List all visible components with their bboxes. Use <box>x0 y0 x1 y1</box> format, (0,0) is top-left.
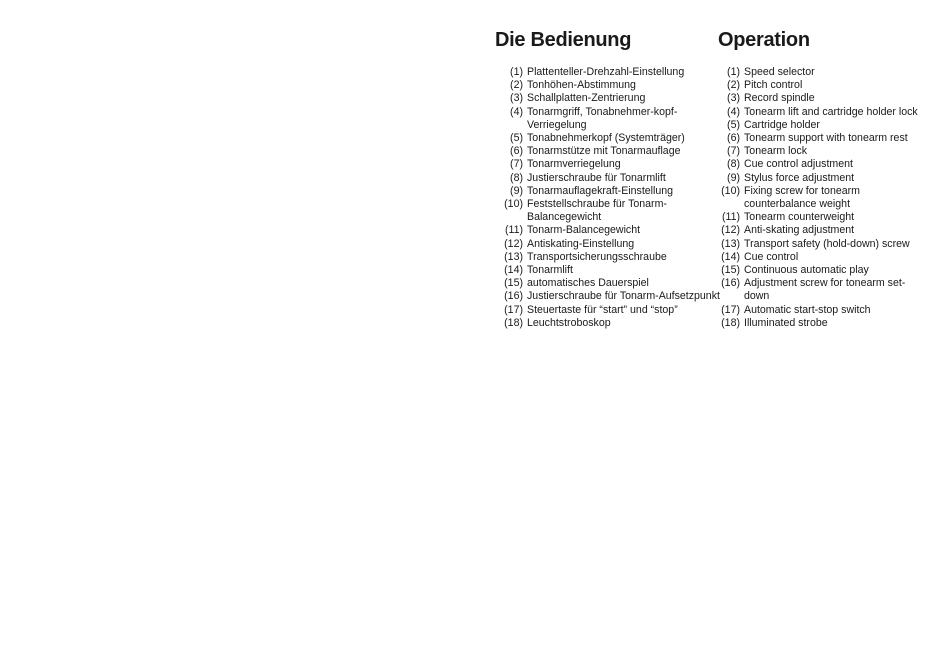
item-number: (3) <box>727 92 740 105</box>
item-text: Anti-skating adjustment <box>744 224 855 237</box>
item-text: Pitch control <box>744 79 803 92</box>
item-number: (17) <box>721 303 740 316</box>
item-number: (1) <box>510 66 523 78</box>
list-item <box>495 251 720 264</box>
list-item <box>718 106 918 119</box>
item-text: Speed selector <box>744 66 815 78</box>
item-text: Cue control <box>744 250 799 263</box>
list-item <box>718 277 918 303</box>
list-item <box>718 145 918 158</box>
list-item <box>495 224 720 237</box>
item-text: Tonarm-Balancegewicht <box>527 224 641 237</box>
item-number: (5) <box>727 118 740 131</box>
list-item <box>718 185 918 211</box>
item-text: automatisches Dauerspiel <box>527 277 649 290</box>
item-text: Schallplatten-Zentrierung <box>527 92 646 105</box>
item-text: Cartridge holder <box>744 118 820 131</box>
list-item <box>495 290 720 303</box>
list-item <box>495 277 720 290</box>
list-item <box>718 224 918 237</box>
list-item <box>718 211 918 224</box>
item-text: Tonarmlift <box>527 264 573 277</box>
item-number: (18) <box>504 316 523 329</box>
list-item <box>495 79 720 92</box>
item-number: (10) <box>504 198 523 211</box>
german-section <box>495 28 720 330</box>
item-text: Continuous automatic play <box>744 264 869 277</box>
list-item <box>495 145 720 158</box>
item-text: Stylus force adjustment <box>744 171 855 184</box>
english-parts-list <box>718 66 918 330</box>
item-number: (2) <box>727 79 740 92</box>
item-text: Tonarmgriff, Tonabnehmer-kopf-Verriegelung <box>527 105 678 131</box>
list-item <box>495 132 720 145</box>
list-item <box>718 317 918 330</box>
item-number: (12) <box>504 237 523 250</box>
list-item <box>495 158 720 171</box>
item-number: (10) <box>721 184 740 197</box>
list-item <box>495 92 720 105</box>
list-item <box>495 172 720 185</box>
list-item <box>718 158 918 171</box>
item-text: Justierschraube für Tonarmlift <box>527 171 666 184</box>
item-number: (8) <box>510 171 523 184</box>
item-text: Tonarmstütze mit Tonarmauflage <box>527 145 681 158</box>
item-text: Record spindle <box>744 92 815 105</box>
item-text: Tonearm support with tonearm rest <box>744 132 908 145</box>
item-number: (4) <box>510 105 523 118</box>
item-text: Justierschraube für Tonarm-Aufsetzpunkt <box>527 290 720 303</box>
item-number: (6) <box>510 145 523 158</box>
item-text: Leuchtstroboskop <box>527 316 611 329</box>
item-number: (7) <box>510 158 523 171</box>
item-number: (17) <box>504 303 523 316</box>
item-number: (11) <box>721 211 740 224</box>
item-text: Fixing screw for tonearm counterbalance weight <box>744 184 860 211</box>
item-number: (15) <box>721 264 740 277</box>
item-text: Automatic start-stop switch <box>744 303 871 316</box>
item-text: Transportsicherungsschraube <box>527 250 667 263</box>
german-heading: Die Bedienung <box>495 29 632 51</box>
german-parts-list <box>495 66 720 330</box>
list-item <box>495 317 720 330</box>
item-number: (6) <box>727 132 740 145</box>
item-number: (9) <box>727 171 740 184</box>
list-item <box>718 79 918 92</box>
list-item <box>718 251 918 264</box>
list-item <box>718 238 918 251</box>
item-number: (16) <box>721 277 740 290</box>
list-item <box>718 264 918 277</box>
english-heading: Operation <box>718 29 810 51</box>
item-number: (3) <box>510 92 523 105</box>
item-text: Feststellschraube für Tonarm-Balancegewicht <box>527 198 667 224</box>
item-number: (13) <box>504 250 523 263</box>
item-text: Antiskating-Einstellung <box>527 237 635 250</box>
item-text: Tonabnehmerkopf (Systemträger) <box>527 132 685 145</box>
item-number: (15) <box>504 277 523 290</box>
list-item <box>495 66 720 79</box>
item-number: (14) <box>721 250 740 263</box>
list-item <box>718 304 918 317</box>
item-text: Steuertaste für “start” und “stop” <box>527 303 678 316</box>
item-number: (9) <box>510 184 523 197</box>
item-text: Tonarmauflagekraft-Einstellung <box>527 184 674 197</box>
list-item <box>495 238 720 251</box>
item-text: Adjustment screw for tonearm set-down <box>744 277 906 303</box>
item-text: Tonearm counterweight <box>744 211 855 224</box>
item-text: Plattenteller-Drehzahl-Einstellung <box>527 66 685 78</box>
item-text: Tonearm lock <box>744 145 807 158</box>
item-text: Cue control adjustment <box>744 158 853 171</box>
item-text: Tonarmverriegelung <box>527 158 621 171</box>
list-item <box>718 172 918 185</box>
list-item <box>495 264 720 277</box>
item-number: (13) <box>721 237 740 250</box>
item-text: Tonearm lift and cartridge holder lock <box>744 105 918 118</box>
english-section <box>718 28 918 330</box>
item-text: Tonhöhen-Abstimmung <box>527 79 636 92</box>
item-number: (14) <box>504 264 523 277</box>
item-text: Transport safety (hold-down) screw <box>744 237 910 250</box>
list-item <box>495 106 720 132</box>
item-number: (11) <box>504 224 523 237</box>
list-item <box>495 304 720 317</box>
list-item <box>718 92 918 105</box>
item-number: (1) <box>727 66 740 78</box>
item-text: Illuminated strobe <box>744 316 828 329</box>
item-number: (7) <box>727 145 740 158</box>
item-number: (5) <box>510 132 523 145</box>
item-number: (4) <box>727 105 740 118</box>
list-item <box>495 185 720 198</box>
item-number: (12) <box>721 224 740 237</box>
list-item <box>718 132 918 145</box>
list-item <box>718 119 918 132</box>
list-item <box>718 66 918 79</box>
item-number: (2) <box>510 79 523 92</box>
item-number: (18) <box>721 316 740 329</box>
item-number: (16) <box>504 290 523 303</box>
item-number: (8) <box>727 158 740 171</box>
list-item <box>495 198 720 224</box>
